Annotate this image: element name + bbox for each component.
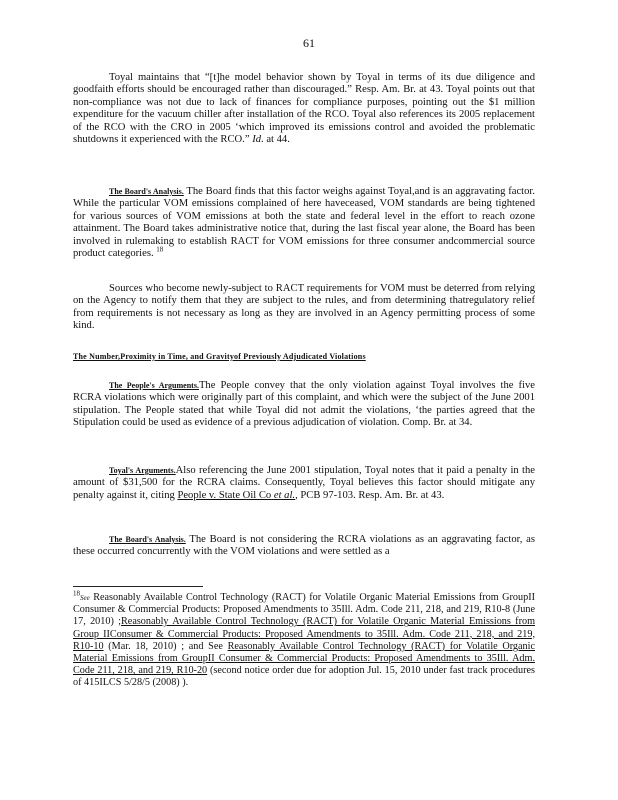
paragraph-toyals-arguments: Toyal's Arguments.Also referencing the June 2001 stipulation, Toyal notes that it paid a penalty in the amount of $31,500 for the RCRA claims. Consequently, Toyal believes this factor should mitigate any penalty against it, citing People v. State Oil Co et al., PCB 97-103. Resp. Am. Br. at 43. (73, 465, 536, 501)
footnote-18: $^{18}$See Reasonably Available Control Technology (RACT) for Volatile Organic Material Emissions from GroupII Consumer & Commercial Products: Proposed Amendments to 35Ill. Adm. Code 211, 218, and 219, R10-8 (June 17, 2010) ;Reasonably Available Control Technology (RACT) for Volatile Organic Material Emissions from Group IIConsumer & Commercial Products: Proposed Amendments to 35Ill. Adm. Code 211, 218, and 219, R10-10 (Mar. 18, 2010) ; and See Reasonably Available Control Technology (RACT) for Volatile Organic Material Emissions from GroupII Consumer & Commercial Products: Proposed Amendments to 35Ill. Adm. Code 211, 218, and 219, R10-20 (second notice order due for adoption Jul. 15, 2010 under fast track procedures of 415ILCS 5/28/5 (2008) ). (73, 589, 535, 689)
footnote-divider (73, 586, 203, 587)
footnote-reference: 18 (156, 245, 164, 254)
paragraph-peoples-arguments: The People's Arguments.The People convey that the only violation against Toyal involves the five RCRA violations which were originally part of this complaint, and which were the subject of the June 2001 stipulation. The People stated that while Toyal did not admit the violations, ‘the parties agreed that the Stipulation could be used as evidence of a previous adjudication of violation. Comp. Br. at 34. (73, 380, 536, 429)
page-number: 61 (303, 36, 315, 50)
paragraph-board-analysis-1: The Board's Analysis. The Board finds that this factor weighs against Toyal,and is an aggravating factor. While the particular VOM emissions complained of here haveceased, VOM standards are being tightened for various sources of VOM emissions at both the state and federal level in the effort to reach ozone attainment. The Board takes administrative notice that, during the last fiscal year alone, the Board has been involved in rulemaking to establish RACT for VOM emissions for three consumer andcommercial source product categories. $^{18}$ (73, 186, 535, 260)
paragraph-board-analysis-2: The Board's Analysis. The Board is not considering the RCRA violations as an aggravating factor, as these occurred concurrently with the VOM violations and were settled as a (73, 534, 535, 558)
id-citation: Id (252, 134, 262, 146)
paragraph-toyal-maintains: Toyal maintains that “[t]he model behavior shown by Toyal in terms of its due diligence and goodfaith efforts should be encouraged rather than discouraged.” Resp. Am. Br. at 43. Toyal points out that non-compliance was not due to lack of finances for compliance purposes, pointing out the $1 million expenditure for the vacuum chiller after installation of the RCO. Toyal also references its 2005 replacement of the RCO with the CRO in 2005 ‘which improved its emissions control and avoided the problematic shutdowns it experienced with the RCO.” Id. at 44. (73, 72, 535, 146)
footnote-citation-2: Reasonably Available Control Technology (RACT) for Volatile Organic Material Emissions from Group IIConsumer & Commercial Products: Proposed Amendments to 35Ill. Adm. Code 211, 218, and 219, R10-10 (73, 616, 535, 652)
section-title: The Number,Proximity in Time, and Gravityof Previously Adjudicated Violations (73, 352, 366, 361)
toyals-arguments-heading: Toyal's Arguments. (109, 466, 176, 475)
case-citation: People v. State Oil Co et al. (177, 489, 296, 501)
footnote-number: 18 (73, 589, 80, 598)
footnote-citation-3: Reasonably Available Control Technology (RACT) for Volatile Organic Material Emissions from GroupII Consumer & Commercial Products: Proposed Amendments to 35Ill. Adm. Code 211, 218, and 219, R10-20 (73, 640, 535, 677)
paragraph-sources: Sources who become newly-subject to RACT requirements for VOM must be deterred from relying on the Agency to notify them that they are subject to the rules, and from determining thatregulatory relief from requirements is not necessary as long as they are involved in an Agency permitting process of some kind. (73, 283, 535, 332)
board-analysis-heading-2: The Board's Analysis. (109, 535, 186, 544)
board-analysis-heading: The Board's Analysis. (109, 187, 184, 196)
peoples-arguments-heading: The People's Arguments. (109, 381, 199, 390)
